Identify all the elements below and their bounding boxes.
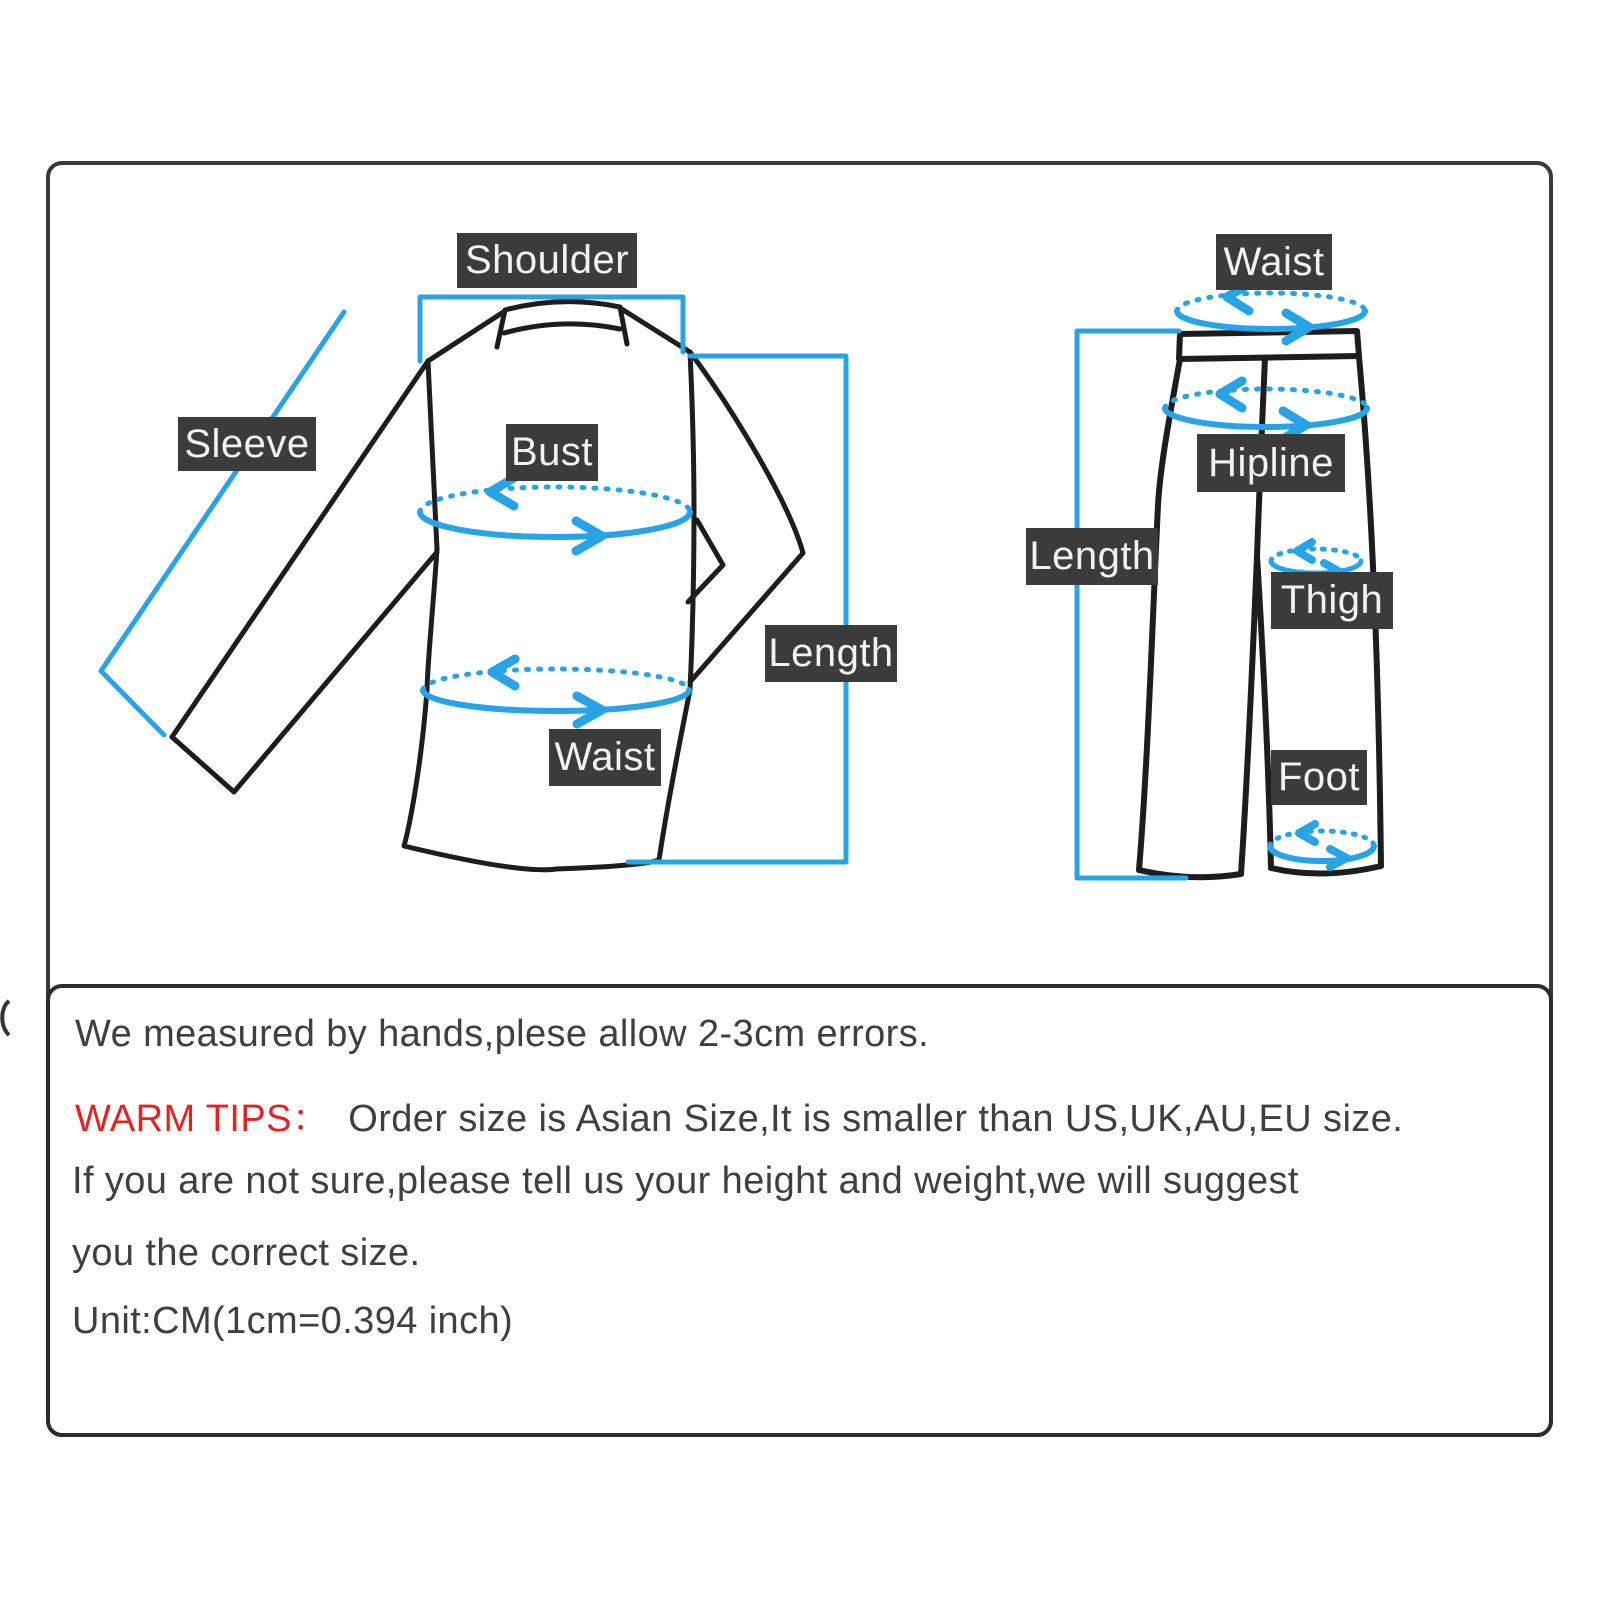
pants-waist-ellipse-solid (1177, 311, 1365, 329)
note-measure-error: We measured by hands,plese allow 2-3cm errors. (75, 1013, 930, 1055)
shirt-right-shoulder (620, 308, 690, 352)
shirt-waist-ellipse-dotted (423, 669, 689, 690)
measurement-marks (101, 284, 1374, 878)
bust-ellipse-dotted (420, 487, 690, 512)
shirt-right-sleeve-outer (690, 352, 803, 553)
pants-foot-label: Foot (1271, 750, 1367, 805)
pants-length-label: Length (1026, 528, 1158, 585)
pants-waist-ellipse-dotted (1177, 293, 1365, 311)
foot-ellipse-solid (1270, 846, 1374, 861)
note-suggest-line1: If you are not sure,please tell us your height and weight,we will suggest (72, 1160, 1299, 1202)
edge-artifact-mark (2, 1001, 9, 1035)
bust-ellipse-solid (420, 512, 690, 537)
pants-hipline-label: Hipline (1197, 434, 1345, 492)
shirt-left-shoulder (428, 311, 505, 361)
pants-waistband (1179, 331, 1359, 359)
thigh-arrow-left (1297, 542, 1312, 560)
shirt-length-measure-line (628, 356, 846, 862)
shirt-shoulder-label: Shoulder (457, 233, 637, 288)
shirt-length-label: Length (765, 625, 897, 682)
bust-arrow-left (490, 478, 514, 506)
pants-left-leg-outer (1139, 359, 1180, 870)
shoulder-measure-bracket (420, 297, 683, 361)
note-suggest-line2: you the correct size. (72, 1232, 421, 1274)
warm-tips-text: Order size is Asian Size,It is smaller than US,UK,AU,EU size. (348, 1098, 1404, 1140)
pants-left-leg-inner (1241, 556, 1257, 874)
shirt-waist-label: Waist (549, 729, 661, 786)
pants-waist-label: Waist (1216, 234, 1332, 290)
pants-right-leg-inner (1257, 556, 1271, 868)
shirt-collar-inner (504, 324, 620, 333)
shirt-left-sleeve-under (234, 552, 437, 792)
hipline-ellipse-solid (1165, 408, 1367, 427)
shirt-outline (172, 302, 803, 870)
hipline-arrow-left (1220, 381, 1242, 408)
note-warm-tips (75, 1087, 1403, 1142)
sleeve-measure-line (101, 312, 344, 735)
shirt-sleeve-label: Sleeve (178, 417, 316, 471)
note-unit: Unit:CM(1cm=0.394 inch) (72, 1300, 514, 1342)
shirt-waist-ellipse-solid (423, 690, 689, 711)
shirt-left-sleeve-cuff (172, 737, 234, 792)
foot-ellipse-dotted (1270, 831, 1374, 846)
pants-thigh-label: Thigh (1271, 572, 1393, 629)
thigh-ellipse-dotted (1271, 549, 1361, 561)
warm-tips-label: WARM TIPS： (75, 1098, 331, 1140)
pants-right-hem (1271, 866, 1381, 874)
shirt-bust-label: Bust (506, 424, 598, 481)
